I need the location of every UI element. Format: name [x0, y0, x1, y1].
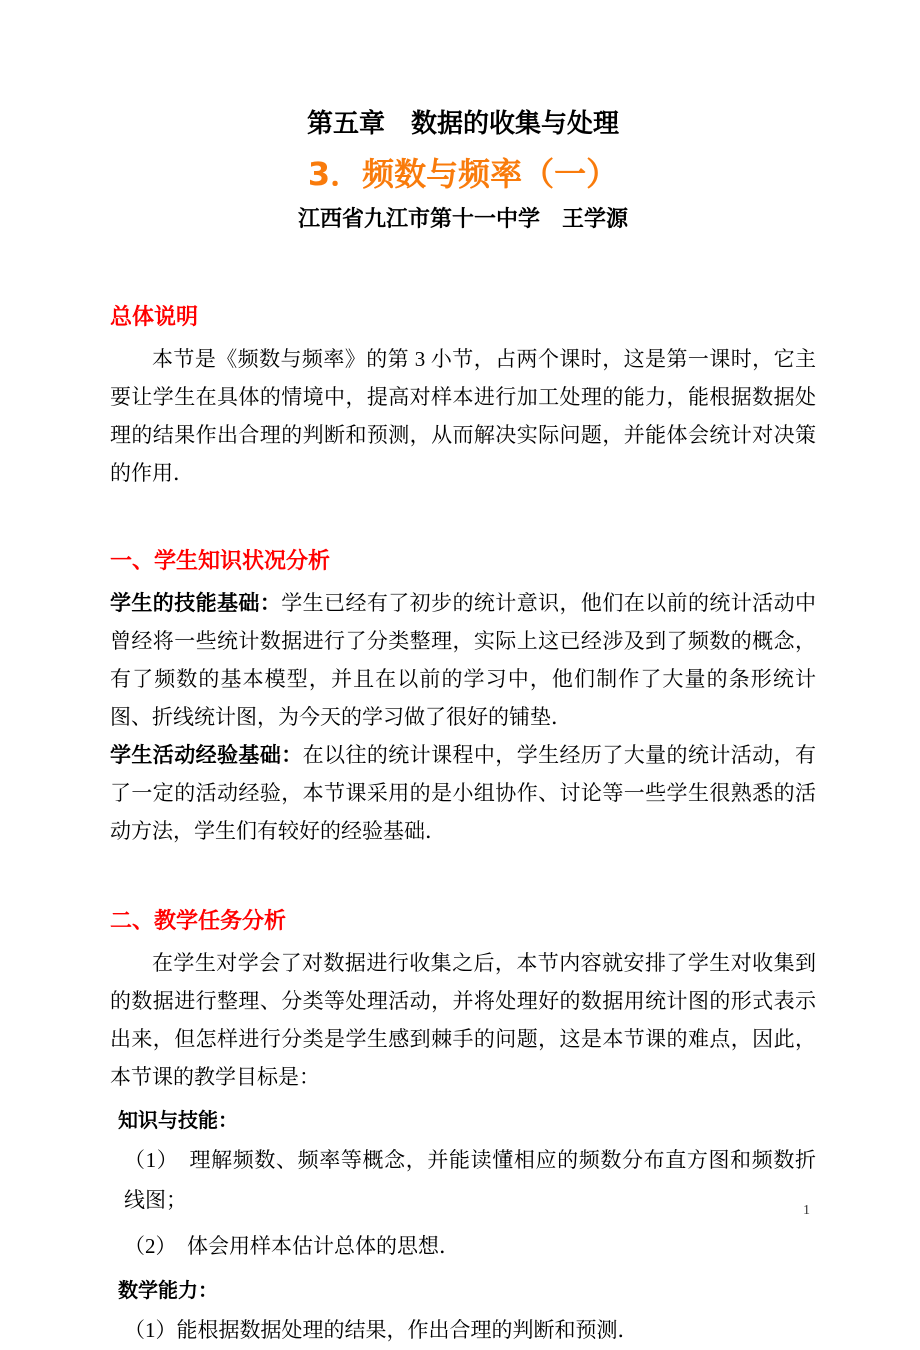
teaching-task-paragraph: 在学生对学会了对数据进行收集之后，本节内容就安排了学生对收集到的数据进行整理、分类等处理活动，并将处理好的数据用统计图的形式表示出来，但怎样进行分类是学生感到棘手的问题，这是本节课的难点，因此，本节课的教学目标是：: [110, 951, 816, 1089]
overview-heading: 总体说明: [110, 305, 199, 330]
skill-basis-lead: 学生的技能基础：: [110, 591, 282, 615]
teaching-task-heading: 二、教学任务分析: [110, 909, 287, 934]
title-block: [110, 0, 816, 234]
overview-paragraph: 本节是《频数与频率》的第 3 小节，占两个课时，这是第一课时，它主要让学生在具体的情境中，提高对样本进行加工处理的能力，能根据数据处理的结果作出合理的判断和预测，从而解决实际问题，并能体会统计对决策的作用．: [110, 347, 816, 485]
knowledge-skills-item-1: （1） 理解频数、频率等概念，并能读懂相应的频数分布直方图和频数折线图；: [124, 1148, 816, 1212]
page-number: 1: [803, 1203, 810, 1218]
skill-basis-text: 学生已经有了初步的统计意识，他们在以前的统计活动中曾经将一些统计数据进行了分类整理，实际上这已经涉及到了频数的概念，有了频数的基本模型，并且在以前的学习中，他们制作了大量的条形统计图、折线统计图，为今天的学习做了很好的铺垫．: [110, 591, 816, 729]
math-ability-item-1: （1）能根据数据处理的结果，作出合理的判断和预测．: [124, 1318, 639, 1342]
student-analysis-heading: 一、学生知识状况分析: [110, 549, 331, 574]
author-line: 江西省九江市第十一中学 王学源: [297, 207, 628, 232]
activity-experience-paragraph: [110, 736, 816, 850]
lesson-title: 3．频数与频率（一）: [307, 155, 619, 193]
chapter-title: 第五章 数据的收集与处理: [306, 109, 619, 139]
activity-experience-lead: 学生活动经验基础：: [110, 743, 303, 767]
section-overview: [110, 304, 816, 492]
activity-experience-text: 在以往的统计课程中，学生经历了大量的统计活动，有了一定的活动经验，本节课采用的是小组协作、讨论等一些学生很熟悉的活动方法，学生们有较好的经验基础．: [110, 743, 816, 843]
math-ability-subheading: 数学能力：: [118, 1278, 218, 1302]
section-student-knowledge-analysis: [110, 548, 816, 850]
section-teaching-task-analysis: [110, 908, 816, 1350]
skill-basis-paragraph: [110, 584, 816, 736]
knowledge-skills-subheading: 知识与技能：: [118, 1108, 238, 1132]
knowledge-skills-item-2: （2） 体会用样本估计总体的思想．: [124, 1234, 460, 1258]
